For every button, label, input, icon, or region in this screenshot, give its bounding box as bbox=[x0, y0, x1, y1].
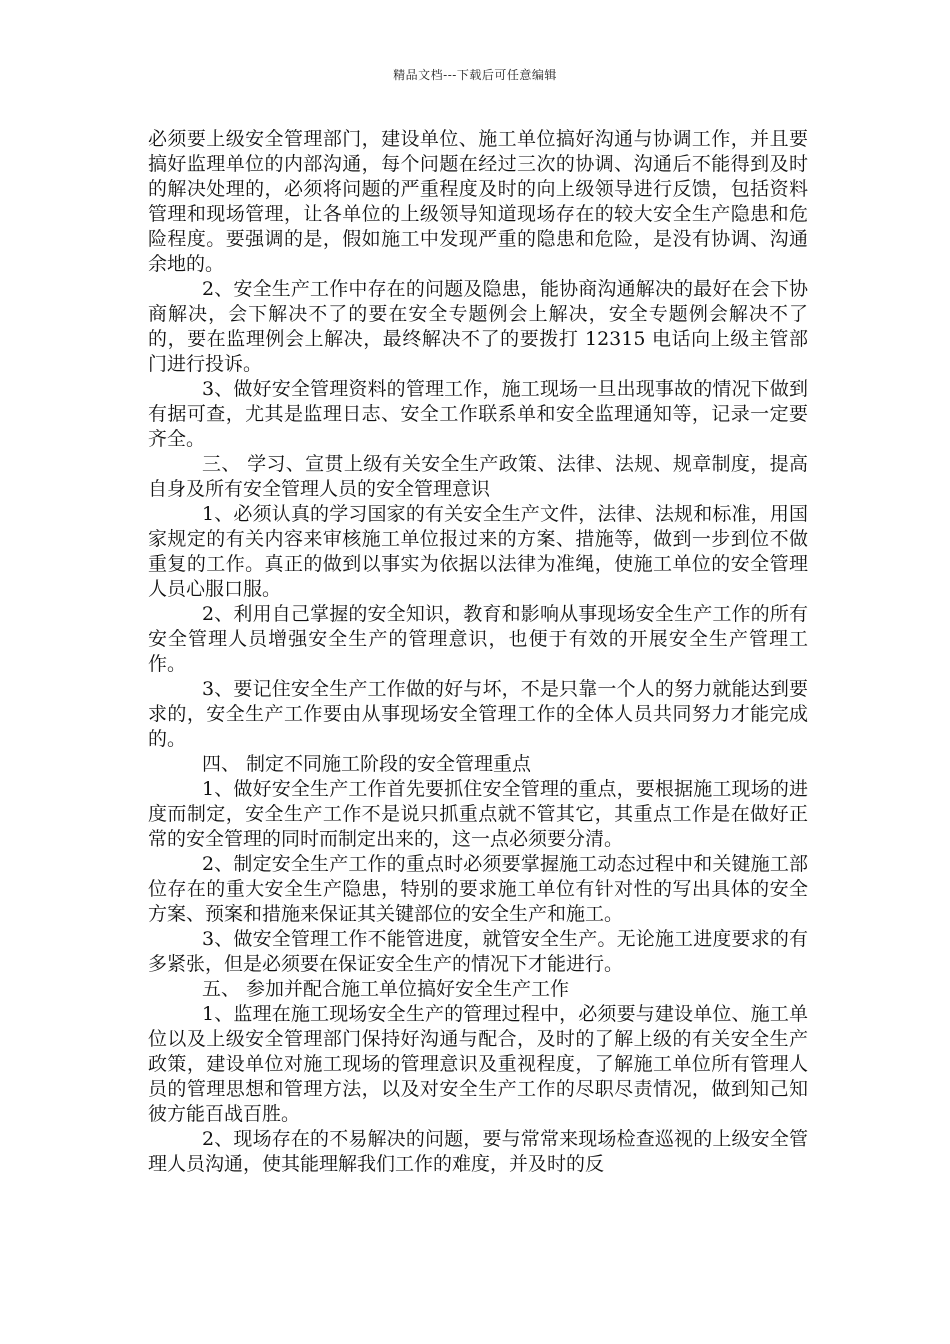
paragraph: 3、做安全管理工作不能管进度，就管安全生产。无论施工进度要求的有多紧张，但是必须要在保证安全生产的情况下才能进行。 bbox=[148, 928, 808, 975]
document-body bbox=[148, 127, 808, 1177]
page-header: 精品文档---下载后可任意编辑 bbox=[393, 68, 557, 82]
paragraph: 1、必须认真的学习国家的有关安全生产文件，法律、法规和标准，用国家规定的有关内容来审核施工单位报过来的方案、措施等，做到一步到位不做重复的工作。真正的做到以事实为依据以法律为准绳，使施工单位的安全管理人员心服口服。 bbox=[148, 503, 808, 600]
paragraph: 2、利用自己掌握的安全知识，教育和影响从事现场安全生产工作的所有安全管理人员增强安全生产的管理意识，也便于有效的开展安全生产管理工作。 bbox=[148, 603, 808, 675]
section-heading: 五、 参加并配合施工单位搞好安全生产工作 bbox=[202, 978, 570, 1000]
paragraph: 2、安全生产工作中存在的问题及隐患，能协商沟通解决的最好在会下协商解决，会下解决不了的要在安全专题例会上解决，安全专题例会解决不了的，要在监理例会上解决，最终解决不了的要拨打 12315 电话向上级主管部门进行投诉。 bbox=[148, 278, 808, 375]
paragraph: 3、做好安全管理资料的管理工作，施工现场一旦出现事故的情况下做到有据可查，尤其是监理日志、安全工作联系单和安全监理通知等，记录一定要齐全。 bbox=[148, 378, 808, 450]
section-heading: 四、 制定不同施工阶段的安全管理重点 bbox=[202, 753, 532, 775]
paragraph: 2、现场存在的不易解决的问题，要与常常来现场检查巡视的上级安全管理人员沟通，使其能理解我们工作的难度，并及时的反 bbox=[148, 1128, 808, 1175]
paragraph: 必须要上级安全管理部门，建设单位、施工单位搞好沟通与协调工作，并且要搞好监理单位的内部沟通，每个问题在经过三次的协调、沟通后不能得到及时的解决处理的，必须将问题的严重程度及时的向上级领导进行反馈，包括资料管理和现场管理，让各单位的上级领导知道现场存在的较大安全生产隐患和危险程度。要强调的是，假如施工中发现严重的隐患和危险，是没有协调、沟通余地的。 bbox=[148, 128, 808, 275]
paragraph: 1、做好安全生产工作首先要抓住安全管理的重点，要根据施工现场的进度而制定，安全生产工作不是说只抓重点就不管其它，其重点工作是在做好正常的安全管理的同时而制定出来的，这一点必须要分清。 bbox=[148, 778, 808, 850]
paragraph: 2、制定安全生产工作的重点时必须要掌握施工动态过程中和关键施工部位存在的重大安全生产隐患，特别的要求施工单位有针对性的写出具体的安全方案、预案和措施来保证其关键部位的安全生产和施工。 bbox=[148, 853, 808, 925]
section-heading: 三、 学习、宣贯上级有关安全生产政策、法律、法规、规章制度，提高自身及所有安全管理人员的安全管理意识 bbox=[148, 453, 808, 500]
paragraph: 3、要记住安全生产工作做的好与坏，不是只靠一个人的努力就能达到要求的，安全生产工作要由从事现场安全管理工作的全体人员共同努力才能完成的。 bbox=[148, 678, 808, 750]
paragraph: 1、监理在施工现场安全生产的管理过程中，必须要与建设单位、施工单位以及上级安全管理部门保持好沟通与配合，及时的了解上级的有关安全生产政策，建设单位对施工现场的管理意识及重视程度，了解施工单位所有管理人员的管理思想和管理方法，以及对安全生产工作的尽职尽责情况，做到知己知彼方能百战百胜。 bbox=[148, 1003, 808, 1125]
